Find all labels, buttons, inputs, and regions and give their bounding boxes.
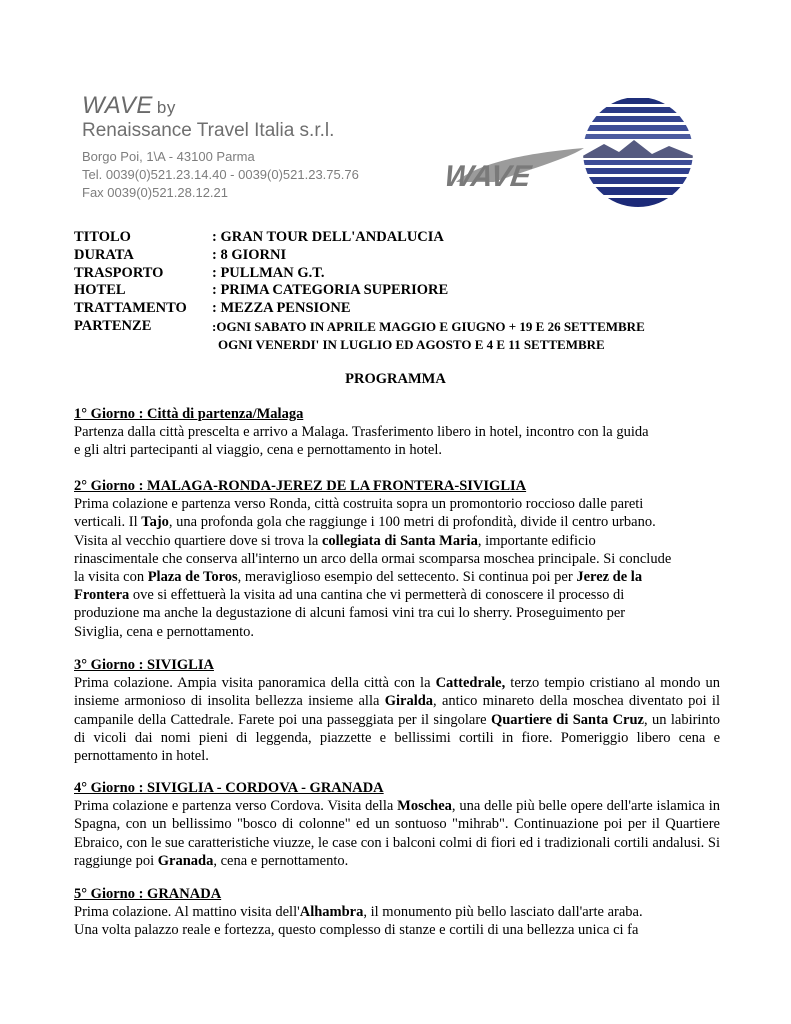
- day-heading: 5° Giorno : GRANADA: [74, 886, 222, 902]
- company-name: Renaissance Travel Italia s.r.l.: [82, 120, 335, 141]
- day-2: 2° Giorno : MALAGA-RONDA-JEREZ DE LA FRONTERA-SIVIGLIA Prima colazione e partenza verso Ronda, città costruita sopra un promontorio roccioso dalle pareti verticali. Il Tajo, una profonda gola che raggiunge i 100 metri di profondità, divide il centro urbano. Visita al vecchio quartiere dove si trova la collegiata di Santa Maria, importante edificio rinascimentale che conserva all'interno un arco della ormai scomparsa moschea principale. Si conclude la visita con Plaza de Toros, meraviglioso esempio del settecento. Si continua poi per Jerez de la Frontera ove si effettuerà la visita ad una cantina che vi permetterà di conoscere il processo di produzione ma anche la degustazione di alcuni famosi vini tra cui lo sherry. Proseguimento per Siviglia, cena e pernottamento.: [74, 477, 720, 641]
- info-row: TITOLO : GRAN TOUR DELL'ANDALUCIA: [74, 229, 444, 245]
- company-address: Borgo Poi, 1\A - 43100 Parma Tel. 0039(0)521.23.14.40 - 0039(0)521.23.75.76 Fax 0039(0)521.28.12.21: [82, 149, 359, 200]
- brand-name: WAVE by: [82, 92, 176, 119]
- day-heading: 4° Giorno : SIVIGLIA - CORDOVA - GRANADA: [74, 780, 384, 796]
- info-continuation: OGNI VENERDI' IN LUGLIO ED AGOSTO E 4 E 11 SETTEMBRE: [218, 336, 605, 352]
- day-heading: 2° Giorno : MALAGA-RONDA-JEREZ DE LA FRONTERA-SIVIGLIA: [74, 478, 527, 494]
- info-row: TRATTAMENTO : MEZZA PENSIONE: [74, 300, 351, 317]
- letterhead: [82, 92, 359, 202]
- day-4: 4° Giorno : SIVIGLIA - CORDOVA - GRANADA Prima colazione e partenza verso Cordova. Visita della Moschea, una delle più belle opere dell'arte islamica in Spagna, con un bellissimo "bosco di colonne" ed un sontuoso "mihrab". Continuazione poi per il Quartiere Ebraico, con le sue caratteristiche viuzze, le case con i balconi colmi di fiori ed i tradizionali cortili andalusi. Si raggiunge poi Granada, cena e pernottamento.: [74, 780, 720, 869]
- info-row: HOTEL : PRIMA CATEGORIA SUPERIORE: [74, 282, 449, 299]
- day-heading: 3° Giorno : SIVIGLIA: [74, 657, 214, 673]
- day-3: 3° Giorno : SIVIGLIA Prima colazione. Ampia visita panoramica della città con la Cattedrale, terzo tempio cristiano al mondo un insieme armonioso di insolita bellezza insieme alla Giralda, antico minareto della moschea diventato poi il campanile della Cattedrale. Farete poi una passeggiata per il singolare Quartiere di Santa Cruz, un labirinto di vicoli dai nomi pieni di leggenda, piazzette e bellissimi cortili in fiore. Pomeriggio libero cena e pernottamento in hotel.: [74, 657, 721, 765]
- day-heading: 1° Giorno : Città di partenza/Malaga: [74, 406, 304, 422]
- day-5: 5° Giorno : GRANADA Prima colazione. Al mattino visita dell'Alhambra, il monumento più bello lasciato dall'arte araba. Una volta palazzo reale e fortezza, questo complesso di stanze e cortili di una bellezza unica ci fa: [74, 885, 720, 940]
- info-row: DURATA : 8 GIORNI: [74, 246, 287, 263]
- info-row: TRASPORTO : PULLMAN G.T.: [74, 264, 325, 281]
- tour-info: [74, 229, 645, 354]
- info-row: PARTENZE :OGNI SABATO IN APRILE MAGGIO E GIUGNO + 19 E 26 SETTEMBRE: [74, 317, 645, 334]
- program-title: PROGRAMMA: [345, 371, 446, 387]
- day-1: 1° Giorno : Città di partenza/Malaga Partenza dalla città prescelta e arrivo a Malaga. Trasferimento libero in hotel, incontro con la guida e gli altri partecipanti al viaggio, cena e pernottamento in hotel.: [74, 405, 720, 460]
- wave-logo: [442, 96, 704, 208]
- svg-text:WAVE: WAVE: [442, 160, 534, 193]
